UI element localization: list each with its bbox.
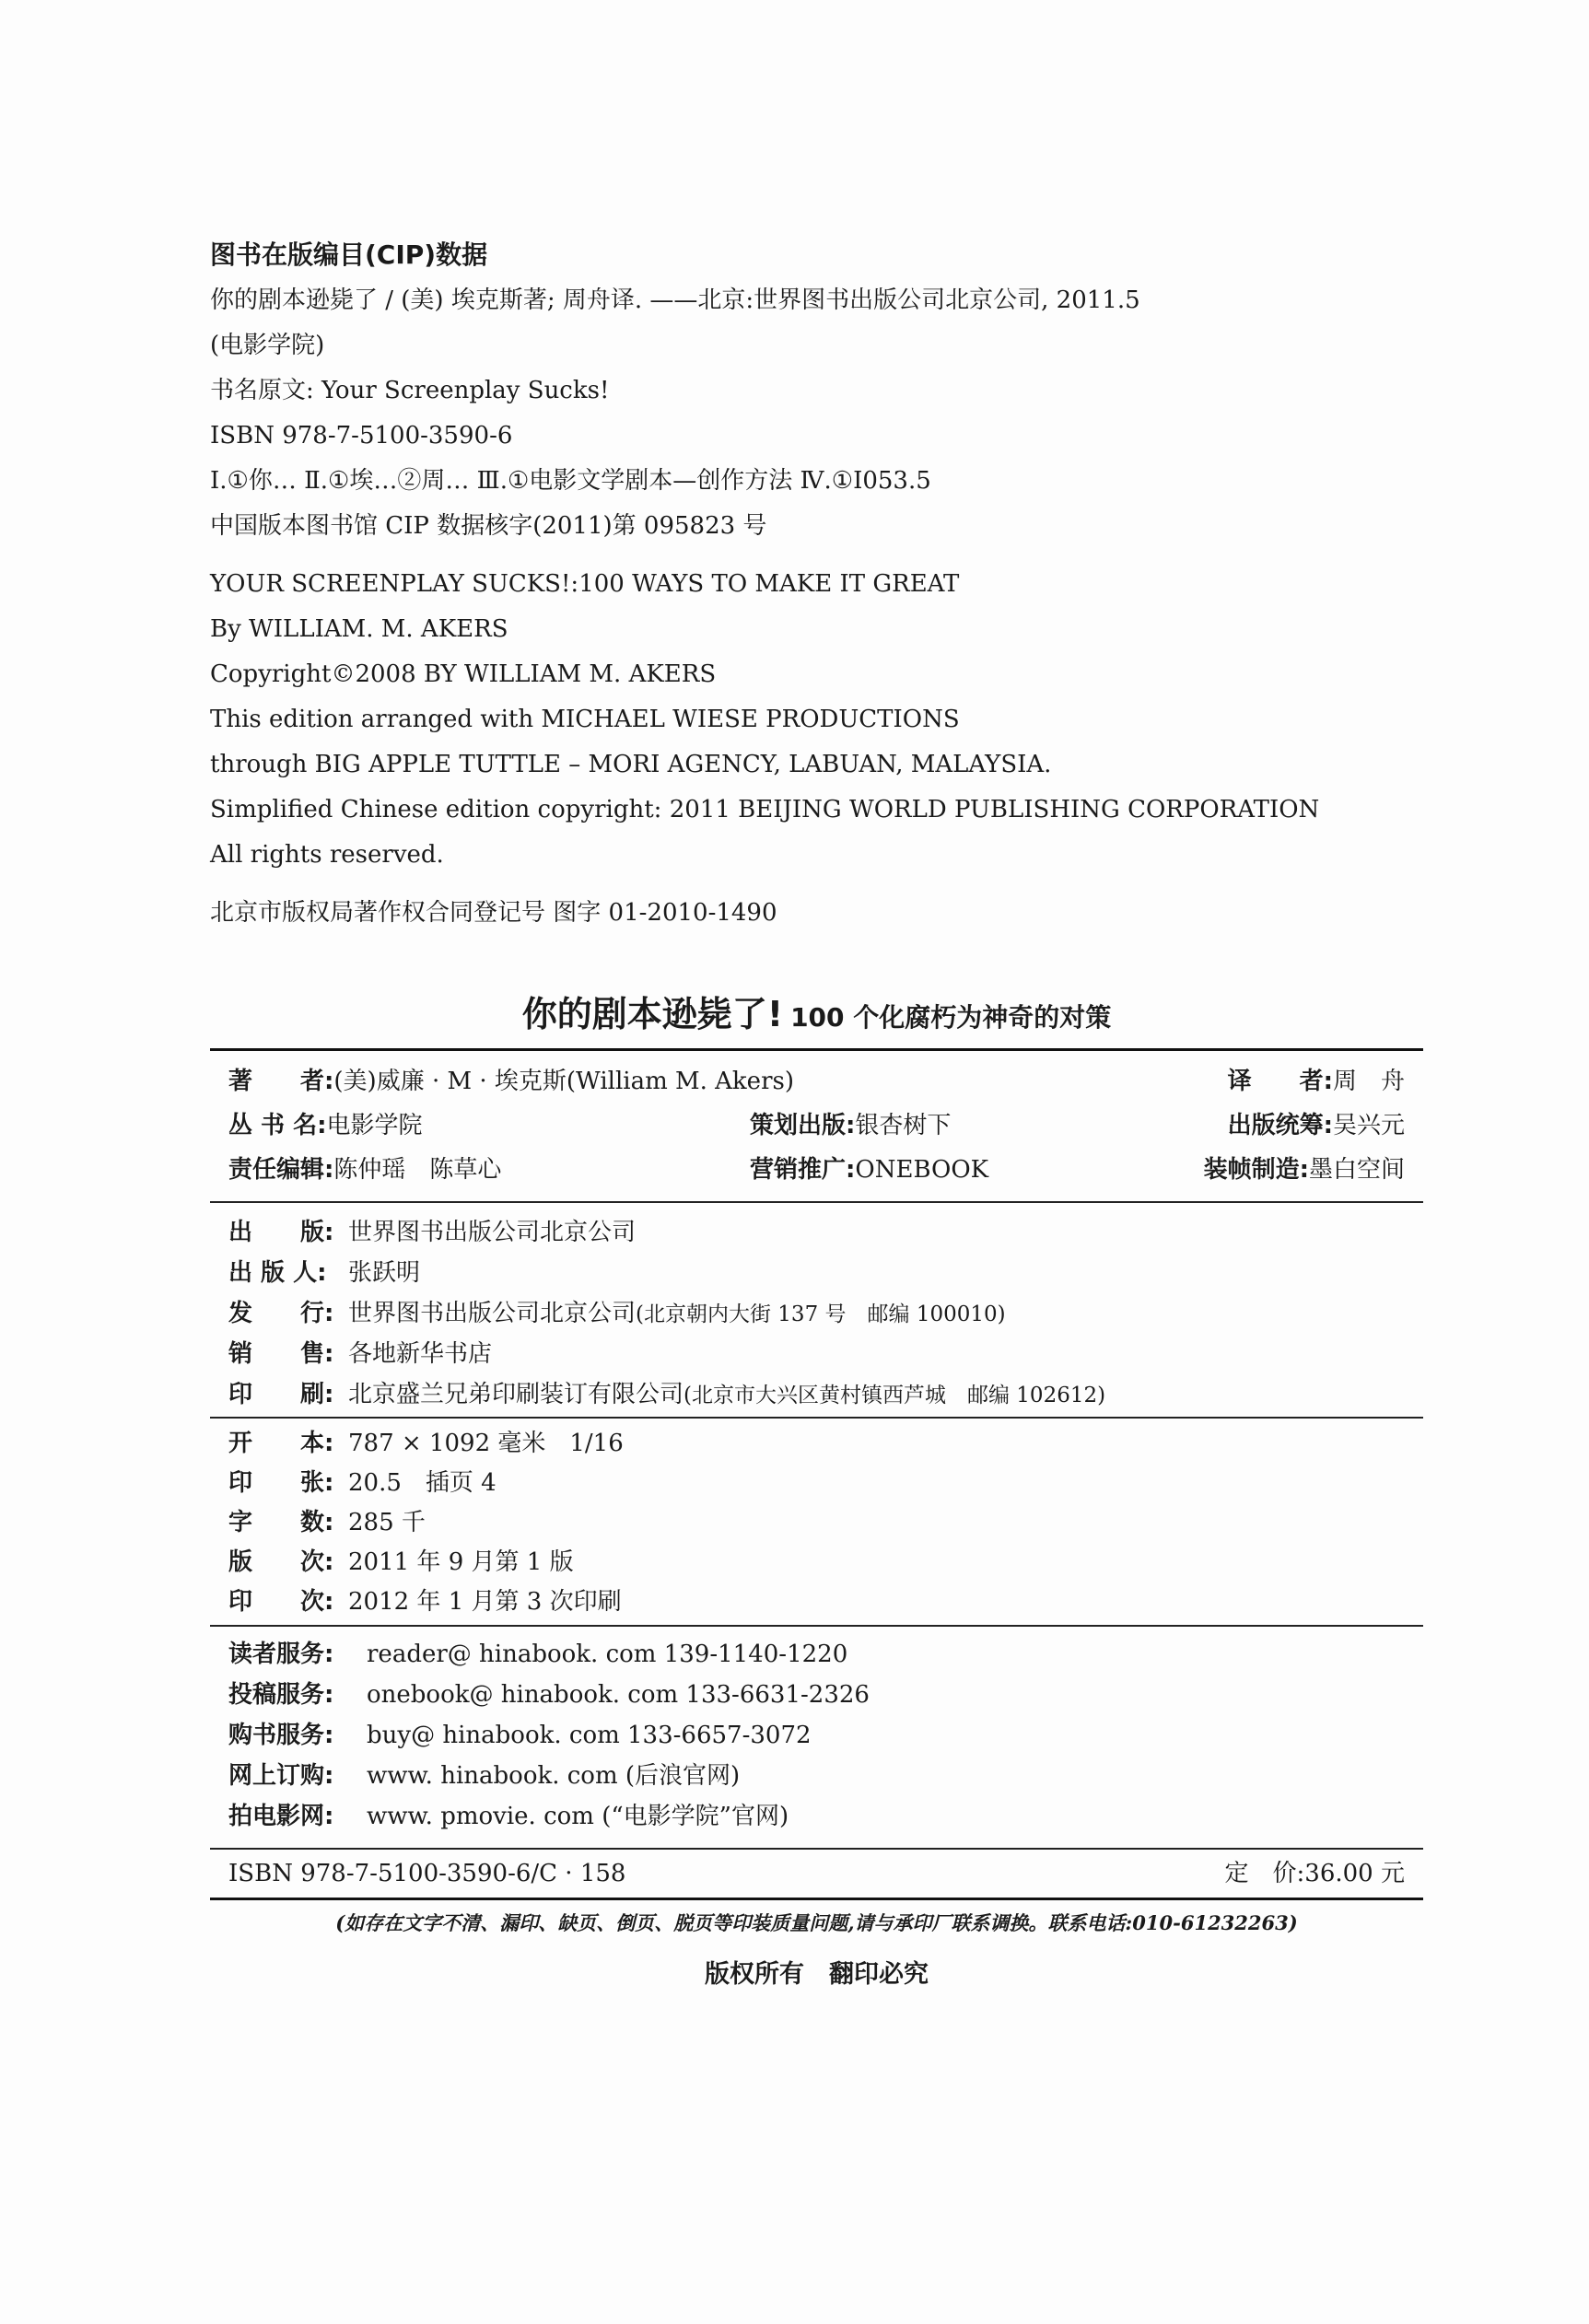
credit-label: 著 者: (228, 1068, 334, 1095)
publishing-label: 出 版 人: (228, 1259, 327, 1287)
publishing-value: 世界图书出版公司北京公司 (348, 1219, 637, 1246)
credit-label: 出版统筹: (1227, 1112, 1333, 1139)
credits-row (228, 1148, 1405, 1192)
spec-label: 版 次: (228, 1548, 334, 1576)
cip-line: Ⅰ.①你… Ⅱ.①埃…②周… Ⅲ.①电影文学剧本—创作方法 Ⅳ.①I053.5 (210, 467, 931, 495)
credit-value: (美)威廉 · M · 埃克斯(William M. Akers) (333, 1068, 794, 1095)
service-value: reader@ hinabook. com 139-1140-1220 (367, 1641, 848, 1668)
publishing-row (228, 1212, 1405, 1253)
service-value: onebook@ hinabook. com 133-6631-2326 (367, 1681, 870, 1709)
publishing-row (228, 1334, 1405, 1374)
cip-line: 中国版本图书馆 CIP 数据核字(2011)第 095823 号 (210, 512, 767, 540)
specs-block (228, 1424, 1405, 1622)
publishing-note: (北京朝内大街 137 号 邮编 100010) (636, 1302, 1006, 1326)
service-label: 读者服务: (228, 1641, 334, 1668)
publishing-note: (北京市大兴区黄村镇西芦城 邮编 102612) (684, 1384, 1106, 1407)
original-edition-line: Simplified Chinese edition copyright: 2011 BEIJING WORLD PUBLISHING CORPORATION (210, 796, 1320, 823)
credits-row (228, 1104, 1405, 1148)
publishing-value: 北京盛兰兄弟印刷装订有限公司 (348, 1381, 684, 1408)
service-label: 网上订购: (228, 1762, 334, 1790)
divider (210, 1898, 1423, 1900)
credit-label: 营销推广: (750, 1156, 856, 1184)
cip-line: (电影学院) (210, 332, 325, 359)
cip-line: 你的剧本逊毙了 / (美) 埃克斯著; 周舟译. ——北京:世界图书出版公司北京公司, 2011.5 (210, 286, 1140, 314)
rights-reserved: 版权所有 翻印必究 (705, 1960, 929, 1989)
spec-label: 开 本: (228, 1430, 334, 1457)
cip-line: 书名原文: Your Screenplay Sucks! (210, 377, 610, 404)
service-value: buy@ hinabook. com 133-6657-3072 (367, 1722, 812, 1749)
credit-label: 丛 书 名: (228, 1112, 327, 1139)
publishing-value: 世界图书出版公司北京公司 (348, 1300, 637, 1327)
spec-label: 字 数: (228, 1509, 334, 1536)
publishing-label: 销 售: (228, 1340, 334, 1368)
publishing-row (228, 1293, 1405, 1334)
credit-value: 周 舟 (1332, 1068, 1405, 1095)
original-edition-line: through BIG APPLE TUTTLE – MORI AGENCY, LABUAN, MALAYSIA. (210, 751, 1052, 778)
credit-label: 策划出版: (750, 1112, 856, 1139)
spec-value: 20.5 插页 4 (348, 1469, 497, 1497)
publishing-value: 张跃明 (348, 1259, 421, 1287)
spec-value: 787 × 1092 毫米 1/16 (348, 1430, 624, 1457)
book-title-sub: 100 个化腐朽为神奇的对策 (790, 1002, 1112, 1033)
credit-value: 吴兴元 (1332, 1112, 1405, 1139)
spec-row (228, 1543, 1405, 1582)
service-label: 拍电影网: (228, 1803, 334, 1830)
credit-value: 银杏树下 (855, 1112, 952, 1139)
isbn-price-row (228, 1853, 1405, 1894)
quality-notice: (如存在文字不清、漏印、缺页、倒页、脱页等印装质量问题,请与承印厂联系调换。联系电话:010-61232263) (335, 1911, 1298, 1934)
spec-row (228, 1582, 1405, 1622)
cip-block (210, 232, 1361, 936)
original-edition-line: All rights reserved. (210, 841, 444, 869)
service-value: www. hinabook. com (后浪官网) (367, 1762, 741, 1790)
service-row (228, 1634, 1405, 1675)
publishing-value: 各地新华书店 (348, 1340, 493, 1368)
credit-value: 陈仲瑶 陈草心 (333, 1156, 502, 1184)
credit-value: 电影学院 (326, 1112, 423, 1139)
divider (210, 1048, 1423, 1051)
credit-label: 责任编辑: (228, 1156, 334, 1184)
credit-label: 译 者: (1227, 1068, 1333, 1095)
book-title (210, 986, 1423, 1036)
spec-label: 印 张: (228, 1469, 334, 1497)
services-block (228, 1634, 1405, 1837)
divider (210, 1417, 1423, 1419)
copyright-registration: 北京市版权局著作权合同登记号 图字 01-2010-1490 (210, 899, 777, 927)
original-edition-line: Copyright©2008 BY WILLIAM M. AKERS (210, 660, 717, 688)
credit-value: 墨白空间 (1308, 1156, 1405, 1184)
publishing-label: 印 刷: (228, 1381, 334, 1408)
credit-label: 装帧制造: (1203, 1156, 1309, 1184)
service-row (228, 1756, 1405, 1796)
publishing-row (228, 1374, 1405, 1415)
service-row (228, 1675, 1405, 1715)
divider (210, 1848, 1423, 1850)
cip-heading: 图书在版编目(CIP)数据 (210, 239, 488, 270)
service-row (228, 1796, 1405, 1837)
price: 定 价:36.00 元 (1224, 1860, 1405, 1887)
spec-row (228, 1503, 1405, 1543)
isbn-full: ISBN 978-7-5100-3590-6/C · 158 (228, 1860, 626, 1887)
publishing-label: 出 版: (228, 1219, 334, 1246)
spec-label: 印 次: (228, 1588, 334, 1616)
service-label: 购书服务: (228, 1722, 334, 1749)
original-edition-line: This edition arranged with MICHAEL WIESE PRODUCTIONS (210, 706, 960, 733)
service-row (228, 1715, 1405, 1756)
spec-row (228, 1464, 1405, 1503)
service-label: 投稿服务: (228, 1681, 334, 1709)
spec-value: 2012 年 1 月第 3 次印刷 (348, 1588, 622, 1616)
credit-value: ONEBOOK (855, 1156, 989, 1184)
publishing-label: 发 行: (228, 1300, 334, 1327)
original-edition-line: YOUR SCREENPLAY SUCKS!:100 WAYS TO MAKE IT GREAT (210, 570, 960, 598)
book-title-main: 你的剧本逊毙了! (521, 994, 784, 1034)
spec-value: 2011 年 9 月第 1 版 (348, 1548, 574, 1576)
publishing-block (228, 1212, 1405, 1415)
original-edition-line: By WILLIAM. M. AKERS (210, 615, 508, 643)
divider (210, 1625, 1423, 1627)
spec-value: 285 千 (348, 1509, 426, 1536)
publishing-row (228, 1253, 1405, 1293)
credits-row (228, 1059, 1405, 1104)
spec-row (228, 1424, 1405, 1464)
divider (210, 1201, 1423, 1203)
service-value: www. pmovie. com (“电影学院”官网) (367, 1803, 789, 1830)
credits-block (228, 1059, 1405, 1192)
cip-line: ISBN 978-7-5100-3590-6 (210, 422, 513, 450)
